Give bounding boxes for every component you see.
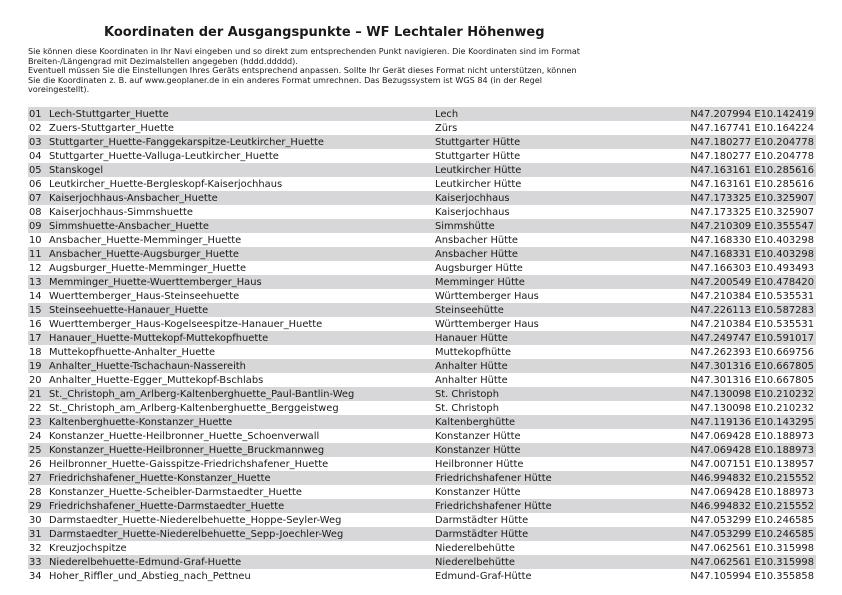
table-row (28, 163, 816, 177)
coordinates: N47.262393 E10.669756 (690, 346, 814, 358)
row-number: 33 (29, 556, 42, 568)
row-number: 06 (29, 178, 42, 190)
page-title: Koordinaten der Ausgangspunkte – WF Lechtaler Höhenweg (104, 25, 545, 40)
route-name: Simmshuette-Ansbacher_Huette (49, 220, 209, 232)
coordinates: N47.301316 E10.667805 (690, 360, 814, 372)
table-row (28, 443, 816, 457)
route-name: Steinseehuette-Hanauer_Huette (49, 304, 209, 316)
route-name: Darmstaedter_Huette-Niederelbehuette_Hoppe-Seyler-Weg (49, 514, 342, 526)
coordinates: N47.130098 E10.210232 (690, 402, 814, 414)
route-name: Kaltenberghuette-Konstanzer_Huette (49, 416, 233, 428)
coordinates: N47.226113 E10.587283 (690, 304, 814, 316)
start-point: Ansbacher Hütte (435, 248, 518, 260)
route-name: Kaiserjochhaus-Simmshuette (49, 206, 193, 218)
coordinates: N47.163161 E10.285616 (690, 164, 814, 176)
row-number: 31 (29, 528, 42, 540)
row-number: 11 (29, 248, 42, 260)
table-row (28, 359, 816, 373)
start-point: Darmstädter Hütte (435, 514, 529, 526)
coordinates: N47.166303 E10.493493 (690, 262, 814, 274)
row-number: 08 (29, 206, 42, 218)
start-point: Ansbacher Hütte (435, 234, 518, 246)
start-point: Niederelbehütte (435, 556, 515, 568)
coordinates: N46.994832 E10.215552 (690, 472, 814, 484)
table-row (28, 289, 816, 303)
start-point: Kaiserjochhaus (435, 206, 510, 218)
coordinates: N47.173325 E10.325907 (690, 206, 814, 218)
row-number: 13 (29, 276, 42, 288)
table-row (28, 261, 816, 275)
table-row (28, 107, 816, 121)
intro-text (28, 47, 588, 95)
start-point: Stuttgarter Hütte (435, 150, 521, 162)
table-row (28, 177, 816, 191)
row-number: 01 (29, 108, 42, 120)
start-point: Leutkircher Hütte (435, 178, 522, 190)
table-row (28, 415, 816, 429)
table-row (28, 149, 816, 163)
row-number: 16 (29, 318, 42, 330)
table-row (28, 513, 816, 527)
table-row (28, 219, 816, 233)
row-number: 18 (29, 346, 42, 358)
route-name: Konstanzer_Huette-Heilbronner_Huette_Bruckmannweg (49, 444, 325, 456)
row-number: 25 (29, 444, 42, 456)
coordinates: N47.062561 E10.315998 (690, 542, 814, 554)
coordinates: N47.053299 E10.246585 (690, 528, 814, 540)
route-name: Niederelbehuette-Edmund-Graf-Huette (49, 556, 242, 568)
row-number: 23 (29, 416, 42, 428)
route-name: Leutkircher_Huette-Bergleskopf-Kaiserjochhaus (49, 178, 283, 190)
row-number: 21 (29, 388, 42, 400)
intro-paragraph: Sie können diese Koordinaten in Ihr Navi eingeben und so direkt zum entsprechenden Punkt navigieren. Die Koordinaten sind im Format Breiten-/Längengrad mit Dezimalstellen angegeben (hddd.ddddd). (28, 46, 580, 66)
table-row (28, 121, 816, 135)
route-name: Hanauer_Huette-Muttekopf-Muttekopfhuette (49, 332, 269, 344)
start-point: Kaiserjochhaus (435, 192, 510, 204)
start-point: St. Christoph (435, 388, 499, 400)
route-name: Wuerttemberger_Haus-Steinseehuette (49, 290, 240, 302)
route-name: Lech-Stuttgarter_Huette (49, 108, 169, 120)
table-row (28, 541, 816, 555)
coordinates: N47.180277 E10.204778 (690, 150, 814, 162)
route-name: Ansbacher_Huette-Memminger_Huette (49, 234, 242, 246)
start-point: Kaltenberghütte (435, 416, 516, 428)
start-point: Memminger Hütte (435, 276, 525, 288)
route-name: Memminger_Huette-Wuerttemberger_Haus (49, 276, 262, 288)
route-name: Stanskogel (49, 164, 104, 176)
row-number: 07 (29, 192, 42, 204)
row-number: 17 (29, 332, 42, 344)
route-name: Konstanzer_Huette-Heilbronner_Huette_Schoenverwall (49, 430, 320, 442)
table-row (28, 429, 816, 443)
start-point: Anhalter Hütte (435, 374, 508, 386)
route-name: Wuerttemberger_Haus-Kogelseespitze-Hanauer_Huette (49, 318, 323, 330)
row-number: 28 (29, 486, 42, 498)
row-number: 02 (29, 122, 42, 134)
route-name: Konstanzer_Huette-Scheibler-Darmstaedter_Huette (49, 486, 302, 498)
route-name: Stuttgarter_Huette-Valluga-Leutkircher_Huette (49, 150, 279, 162)
row-number: 12 (29, 262, 42, 274)
row-number: 34 (29, 570, 42, 582)
start-point: Steinseehütte (435, 304, 504, 316)
route-name: St._Christoph_am_Arlberg-Kaltenberghuette_Paul-Bantlin-Weg (49, 388, 355, 400)
row-number: 15 (29, 304, 42, 316)
table-row (28, 247, 816, 261)
coordinates: N47.062561 E10.315998 (690, 556, 814, 568)
coordinates: N47.007151 E10.138957 (690, 458, 814, 470)
row-number: 30 (29, 514, 42, 526)
route-name: Kreuzjochspitze (49, 542, 127, 554)
table-row (28, 555, 816, 569)
table-row (28, 233, 816, 247)
start-point: Württemberger Haus (435, 290, 539, 302)
coordinates: N47.207994 E10.142419 (690, 108, 814, 120)
route-name: Hoher_Riffler_und_Abstieg_nach_Pettneu (49, 570, 251, 582)
route-name: Darmstaedter_Huette-Niederelbehuette_Sepp-Joechler-Weg (49, 528, 344, 540)
row-number: 27 (29, 472, 42, 484)
coordinates: N47.053299 E10.246585 (690, 514, 814, 526)
route-name: Stuttgarter_Huette-Fanggekarspitze-Leutkircher_Huette (49, 136, 324, 148)
start-point: St. Christoph (435, 402, 499, 414)
route-name: Zuers-Stuttgarter_Huette (49, 122, 174, 134)
route-name: Anhalter_Huette-Egger_Muttekopf-Bschlabs (49, 374, 264, 386)
row-number: 22 (29, 402, 42, 414)
coordinates: N47.069428 E10.188973 (690, 486, 814, 498)
start-point: Friedrichshafener Hütte (435, 472, 552, 484)
coordinates: N47.180277 E10.204778 (690, 136, 814, 148)
coordinates: N46.994832 E10.215552 (690, 500, 814, 512)
table-row (28, 191, 816, 205)
table-row (28, 135, 816, 149)
coordinates: N47.173325 E10.325907 (690, 192, 814, 204)
table-row (28, 205, 816, 219)
row-number: 10 (29, 234, 42, 246)
route-name: Heilbronner_Huette-Gaisspitze-Friedrichshafener_Huette (49, 458, 329, 470)
coordinates: N47.210384 E10.535531 (690, 290, 814, 302)
coordinates: N47.069428 E10.188973 (690, 430, 814, 442)
table-row (28, 527, 816, 541)
start-point: Stuttgarter Hütte (435, 136, 521, 148)
table-row (28, 569, 816, 583)
coordinates: N47.168331 E10.403298 (690, 248, 814, 260)
row-number: 32 (29, 542, 42, 554)
table-row (28, 485, 816, 499)
coordinates: N47.105994 E10.355858 (690, 570, 814, 582)
start-point: Augsburger Hütte (435, 262, 523, 274)
coordinates: N47.249747 E10.591017 (690, 332, 814, 344)
row-number: 29 (29, 500, 42, 512)
start-point: Simmshütte (435, 220, 495, 232)
start-point: Edmund-Graf-Hütte (435, 570, 532, 582)
start-point: Zürs (435, 122, 458, 134)
table-row (28, 373, 816, 387)
start-point: Niederelbehütte (435, 542, 515, 554)
row-number: 20 (29, 374, 42, 386)
start-point: Württemberger Haus (435, 318, 539, 330)
route-name: St._Christoph_am_Arlberg-Kaltenberghuette_Berggeistweg (49, 402, 339, 414)
row-number: 24 (29, 430, 42, 442)
coordinates: N47.301316 E10.667805 (690, 374, 814, 386)
start-point: Friedrichshafener Hütte (435, 500, 552, 512)
row-number: 03 (29, 136, 42, 148)
row-number: 26 (29, 458, 42, 470)
coordinates: N47.210384 E10.535531 (690, 318, 814, 330)
table-row (28, 499, 816, 513)
table-row (28, 275, 816, 289)
coordinates-table (28, 107, 816, 583)
start-point: Konstanzer Hütte (435, 444, 521, 456)
start-point: Muttekopfhütte (435, 346, 512, 358)
row-number: 05 (29, 164, 42, 176)
coordinates: N47.119136 E10.143295 (690, 416, 814, 428)
route-name: Anhalter_Huette-Tschachaun-Nassereith (49, 360, 246, 372)
coordinates: N47.210309 E10.355547 (690, 220, 814, 232)
route-name: Muttekopfhuette-Anhalter_Huette (49, 346, 216, 358)
start-point: Darmstädter Hütte (435, 528, 529, 540)
start-point: Leutkircher Hütte (435, 164, 522, 176)
route-name: Friedrichshafener_Huette-Darmstaedter_Huette (49, 500, 285, 512)
route-name: Kaiserjochhaus-Ansbacher_Huette (49, 192, 218, 204)
start-point: Lech (435, 108, 459, 120)
start-point: Anhalter Hütte (435, 360, 508, 372)
table-row (28, 331, 816, 345)
start-point: Konstanzer Hütte (435, 486, 521, 498)
table-row (28, 303, 816, 317)
start-point: Heilbronner Hütte (435, 458, 524, 470)
coordinates: N47.200549 E10.478420 (690, 276, 814, 288)
coordinates: N47.167741 E10.164224 (690, 122, 814, 134)
table-row (28, 401, 816, 415)
table-row (28, 471, 816, 485)
route-name: Friedrichshafener_Huette-Konstanzer_Huette (49, 472, 271, 484)
coordinates: N47.069428 E10.188973 (690, 444, 814, 456)
route-name: Augsburger_Huette-Memminger_Huette (49, 262, 247, 274)
table-row (28, 457, 816, 471)
row-number: 09 (29, 220, 42, 232)
start-point: Konstanzer Hütte (435, 430, 521, 442)
coordinates: N47.168330 E10.403298 (690, 234, 814, 246)
table-row (28, 387, 816, 401)
coordinates: N47.130098 E10.210232 (690, 388, 814, 400)
row-number: 19 (29, 360, 42, 372)
route-name: Ansbacher_Huette-Augsburger_Huette (49, 248, 239, 260)
table-row (28, 345, 816, 359)
coordinates: N47.163161 E10.285616 (690, 178, 814, 190)
row-number: 14 (29, 290, 42, 302)
row-number: 04 (29, 150, 42, 162)
start-point: Hanauer Hütte (435, 332, 508, 344)
table-row (28, 317, 816, 331)
intro-paragraph: Eventuell müssen Sie die Einstellungen Ihres Geräts entsprechend anpassen. Sollte Ihr Gerät dieses Format nicht unterstützen, können Sie die Koordinaten z. B. auf www.geoplaner.de in ein anderes Format umrechnen. Das Bezugssystem ist WGS 84 (in der Regel voreingestellt). (28, 65, 577, 95)
